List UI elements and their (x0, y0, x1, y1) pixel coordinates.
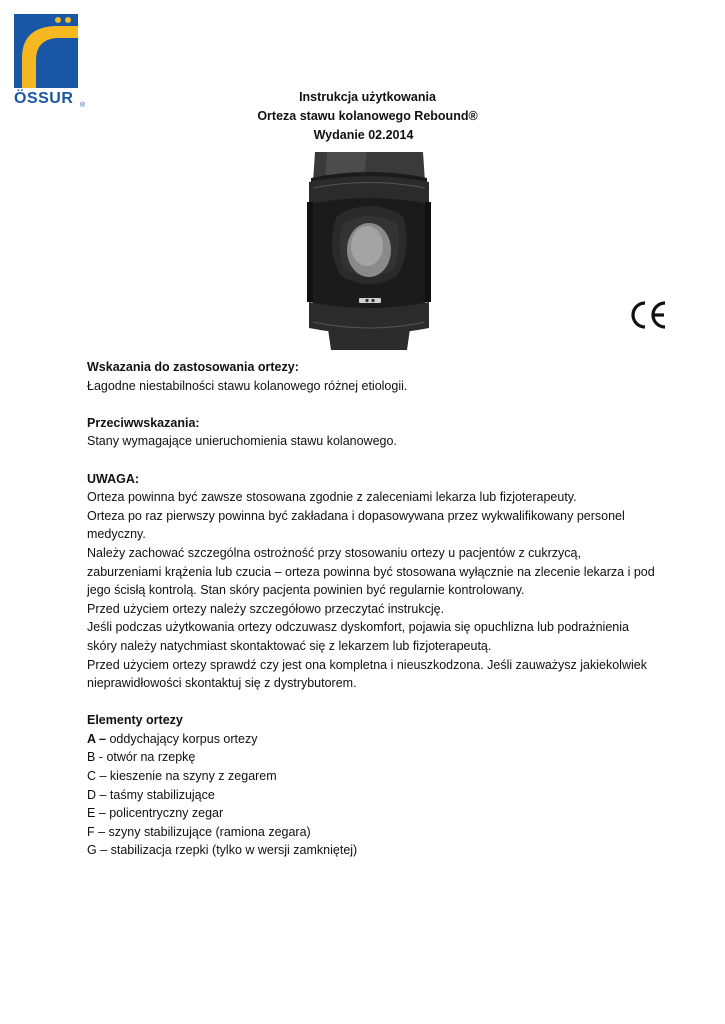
element-item-c: C – kieszenie na szyny z zegarem (87, 769, 277, 784)
product-name: Orteza stawu kolanowego Rebound® (257, 109, 478, 123)
warning-line: Należy zachować szczególna ostrożność przy stosowaniu ortezy u pacjentów z cukrzycą, (87, 545, 581, 560)
document-title: Instrukcja użytkowania (299, 90, 436, 104)
ce-mark-icon (628, 300, 670, 330)
warning-line: Przed użyciem ortezy należy szczegółowo przeczytać instrukcję. (87, 601, 445, 616)
document-body (87, 358, 687, 860)
logo-mark (14, 14, 78, 88)
indications-heading: Wskazania do zastosowania ortezy: (87, 360, 299, 374)
logo-registered: ® (80, 102, 86, 109)
element-item-f: F – szyny stabilizujące (ramiona zegara) (87, 824, 311, 839)
edition: Wydanie 02.2014 (313, 128, 414, 142)
warning-heading: UWAGA: (87, 471, 140, 486)
document-header (0, 88, 725, 145)
element-item-b: B - otwór na rzepkę (87, 750, 196, 765)
warning-line: nieprawidłowości skontaktuj się z dystrybutorem. (87, 676, 357, 691)
warning-line: Przed użyciem ortezy sprawdź czy jest ona kompletna i nieuszkodzona. Jeśli zauważysz jakiekolwiek (87, 657, 647, 672)
element-item-e: E – policentryczny zegar (87, 806, 224, 821)
element-item-a (87, 730, 687, 749)
warning-line: skóry należy natychmiast skontaktować się z lekarzem lub fizjoterapeutą. (87, 638, 492, 653)
element-item-g: G – stabilizacja rzepki (tylko w wersji zamkniętej) (87, 843, 358, 858)
knee-brace-photo (307, 152, 431, 350)
element-item-a-text: oddychający korpus ortezy (106, 731, 258, 746)
indications-text: Łagodne niestabilności stawu kolanowego różnej etiologii. (87, 378, 408, 393)
element-item-a-letter: A – (87, 731, 106, 746)
warning-line: Orteza powinna być zawsze stosowana zgodnie z zaleceniami lekarza lub fizjoterapeuty. (87, 490, 577, 505)
warning-line: zaburzeniami krążenia lub czucia – orteza powinna być stosowana wyłącznie na zlecenie lekarza i pod (87, 564, 655, 579)
logo-wordmark: ÖSSUR (14, 90, 74, 107)
contraindications-heading: Przeciwwskazania: (87, 415, 200, 430)
warning-line: jego ścisłą kontrolą. Stan skóry pacjenta powinien być regularnie kontrolowany. (87, 583, 525, 598)
elements-heading: Elementy ortezy (87, 713, 183, 728)
element-item-d: D – taśmy stabilizujące (87, 787, 215, 802)
warning-line: medyczny. (87, 527, 146, 542)
contraindications-text: Stany wymagające unieruchomienia stawu kolanowego. (87, 434, 397, 449)
warning-line: Jeśli podczas użytkowania ortezy odczuwasz dyskomfort, pojawia się opuchlizna lub podrażnienia (87, 620, 629, 635)
warning-line: Orteza po raz pierwszy powinna być zakładana i dopasowywana przez wykwalifikowany personel (87, 508, 625, 523)
